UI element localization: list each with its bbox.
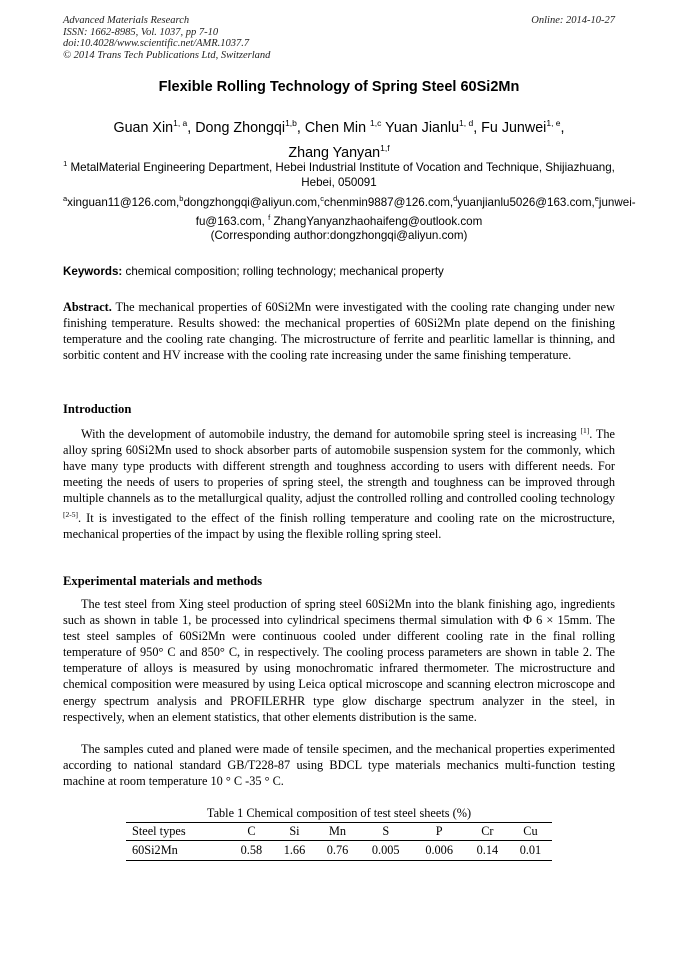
author-affil-mark: 1,b xyxy=(285,118,297,128)
email-address[interactable]: xinguan11@126.com, xyxy=(67,195,180,209)
email-mark: c xyxy=(320,194,325,203)
affiliation xyxy=(63,156,615,191)
email-mark: b xyxy=(179,194,184,203)
online-date: Online: 2014-10-27 xyxy=(531,15,615,26)
email-mark: d xyxy=(453,194,458,203)
table-header-cell: S xyxy=(359,823,412,841)
email-address[interactable]: junwei-fu@163.com, xyxy=(195,195,636,229)
journal-name: Advanced Materials Research xyxy=(63,15,190,26)
table-header-cell: Steel types xyxy=(126,823,230,841)
affiliation-text: MetalMaterial Engineering Department, Hebei Industrial Institute of Vocation and Technique, Shijiazhuang, Hebei, 050091 xyxy=(70,160,615,190)
journal-issn: ISSN: 1662-8985, Vol. 1037, pp 7-10 xyxy=(63,26,219,38)
author-name: Yuan Jianlu xyxy=(385,119,460,136)
author-name: Guan Xin xyxy=(113,119,174,136)
author-name: Fu Junwei xyxy=(481,119,547,136)
table-cell: 1.66 xyxy=(273,841,316,861)
intro-text: . It is investigated to the effect of the finish rolling temperature and cooling rate on the microstructure, mechanical properties of the impact by using the flexible rolling spring steel. xyxy=(63,510,615,541)
email-mark: e xyxy=(594,194,599,203)
table-cell: 0.01 xyxy=(509,841,552,861)
introduction-paragraph xyxy=(63,423,615,542)
intro-text: With the development of automobile industry, the demand for automobile spring steel is increasing xyxy=(81,427,577,442)
table-cell: 0.14 xyxy=(466,841,509,861)
affiliation-mark: 1 xyxy=(63,159,68,168)
abstract xyxy=(63,299,615,363)
author-name: Dong Zhongqi xyxy=(195,119,286,136)
author-affil-mark: 1, d xyxy=(459,118,474,128)
email-list xyxy=(63,191,636,230)
email-address[interactable]: yuanjianlu5026@163.com, xyxy=(457,195,595,209)
citation-ref[interactable]: [2-5] xyxy=(63,509,78,519)
author-list: Guan Xin$^{1, a}$, Dong Zhongqi$^{1,b}$, Chen Min $^{1,c}$ Yuan Jianlu$^{1, d}$, Fu Junwei$^{1, e}$, Zhang Yanyan$^{1,f}$ xyxy=(113,118,565,161)
table-caption: Table 1 Chemical composition of test steel sheets (%) xyxy=(206,806,472,820)
abstract-label: Abstract. xyxy=(63,300,112,314)
author-affil-mark: 1,c xyxy=(370,118,382,128)
experimental-paragraph-2: The samples cuted and planed were made of tensile specimen, and the mechanical properties experimented according to national standard GB/T228-87 using BDCL type materials mechanics multi-function testing machine at room temperature 10 ° C -35 ° C. xyxy=(63,742,615,789)
journal-doi: doi:10.4028/www.scientific.net/AMR.1037.7 xyxy=(63,38,250,49)
journal-header xyxy=(63,15,615,61)
composition-table xyxy=(126,822,552,861)
author-affil-mark: 1, e xyxy=(546,118,561,128)
table-header-cell: Cr xyxy=(466,823,509,841)
table-cell: 0.006 xyxy=(412,841,465,861)
email-address[interactable]: dongzhongqi@aliyun.com, xyxy=(183,195,321,209)
paper-title: Flexible Rolling Technology of Spring Steel 60Si2Mn xyxy=(158,79,520,95)
intro-text: . The alloy spring 60Si2Mn used to shock absorber parts of automobile suspension system for the commonly, which have many type products with different strength and toughness according to users with different needs. For meeting the needs of users to properies of spring steel, the strength and toughness can be improved through multiple channels as to the metallurgical quality, adjust the controlled rolling and controlled cooling technology xyxy=(63,427,615,506)
section-heading-introduction: Introduction xyxy=(63,402,132,416)
table-header-cell: Cu xyxy=(509,823,552,841)
email-mark: f xyxy=(268,213,271,223)
author-affil-mark: 1, a xyxy=(173,118,188,128)
table-header-row xyxy=(126,823,552,841)
table-header-cell: C xyxy=(230,823,273,841)
experimental-paragraph-1: The test steel from Xing steel production of spring steel 60Si2Mn into the blank finishing ago, ingredients such as shown in table 1, be processed into cylindrical specimens thermal simulation with Φ 6 × 15mm. The test steel samples of 60Si2Mn were continuous cooled under different cooling rate in the final rolling temperature of 950° C and 850° C, in respectively. The cooling process parameters are shown in table 2. The temperature of alloys is measured by using monochromatic infrared thermometer. The microstructure and chemical composition were measured by using Leica optical microscope and scanning electron microscope and energy spectrum analysis and PROFILERHR type glow discharge spectrum analyzer in the steel, in respectively, when an element statistics, that other elements distribution is the same. xyxy=(63,597,615,724)
keywords xyxy=(63,265,615,278)
email-address[interactable]: chenmin9887@126.com, xyxy=(324,195,454,209)
keywords-label: Keywords: xyxy=(63,265,123,278)
section-heading-experimental: Experimental materials and methods xyxy=(63,574,263,588)
corresponding-author: (Corresponding author:dongzhongqi@aliyun.com) xyxy=(210,229,468,242)
author-affil-mark: 1,f xyxy=(380,142,390,153)
email-mark: a xyxy=(63,194,68,203)
keywords-text: chemical composition; rolling technology; mechanical property xyxy=(125,265,444,278)
table-cell: 0.76 xyxy=(316,841,359,861)
table-cell: 0.005 xyxy=(359,841,412,861)
table-cell: 60Si2Mn xyxy=(126,841,230,861)
author-name: Zhang Yanyan xyxy=(288,144,381,161)
email-address[interactable]: ZhangYanyanzhaohaifeng@outlook.com xyxy=(273,215,483,229)
citation-ref[interactable]: [1] xyxy=(580,426,590,435)
table-row xyxy=(126,841,552,861)
table-header-cell: Mn xyxy=(316,823,359,841)
table-header-cell: Si xyxy=(273,823,316,841)
author-name: Chen Min xyxy=(304,119,367,136)
table-cell: 0.58 xyxy=(230,841,273,861)
abstract-text: The mechanical properties of 60Si2Mn were investigated with the cooling rate changing under new finishing temperature. Results showed: the mechanical properties of 60Si2Mn plate depend on the finishing temperature and the cooling rate changing. The microstructure of ferrite and pearlitic lamellar is thinning, and sorbitic content and HV increase with the cooling rate increasing under the same finishing temperature. xyxy=(63,300,615,363)
table-header-cell: P xyxy=(412,823,465,841)
journal-copyright: © 2014 Trans Tech Publications Ltd, Switzerland xyxy=(63,49,271,61)
